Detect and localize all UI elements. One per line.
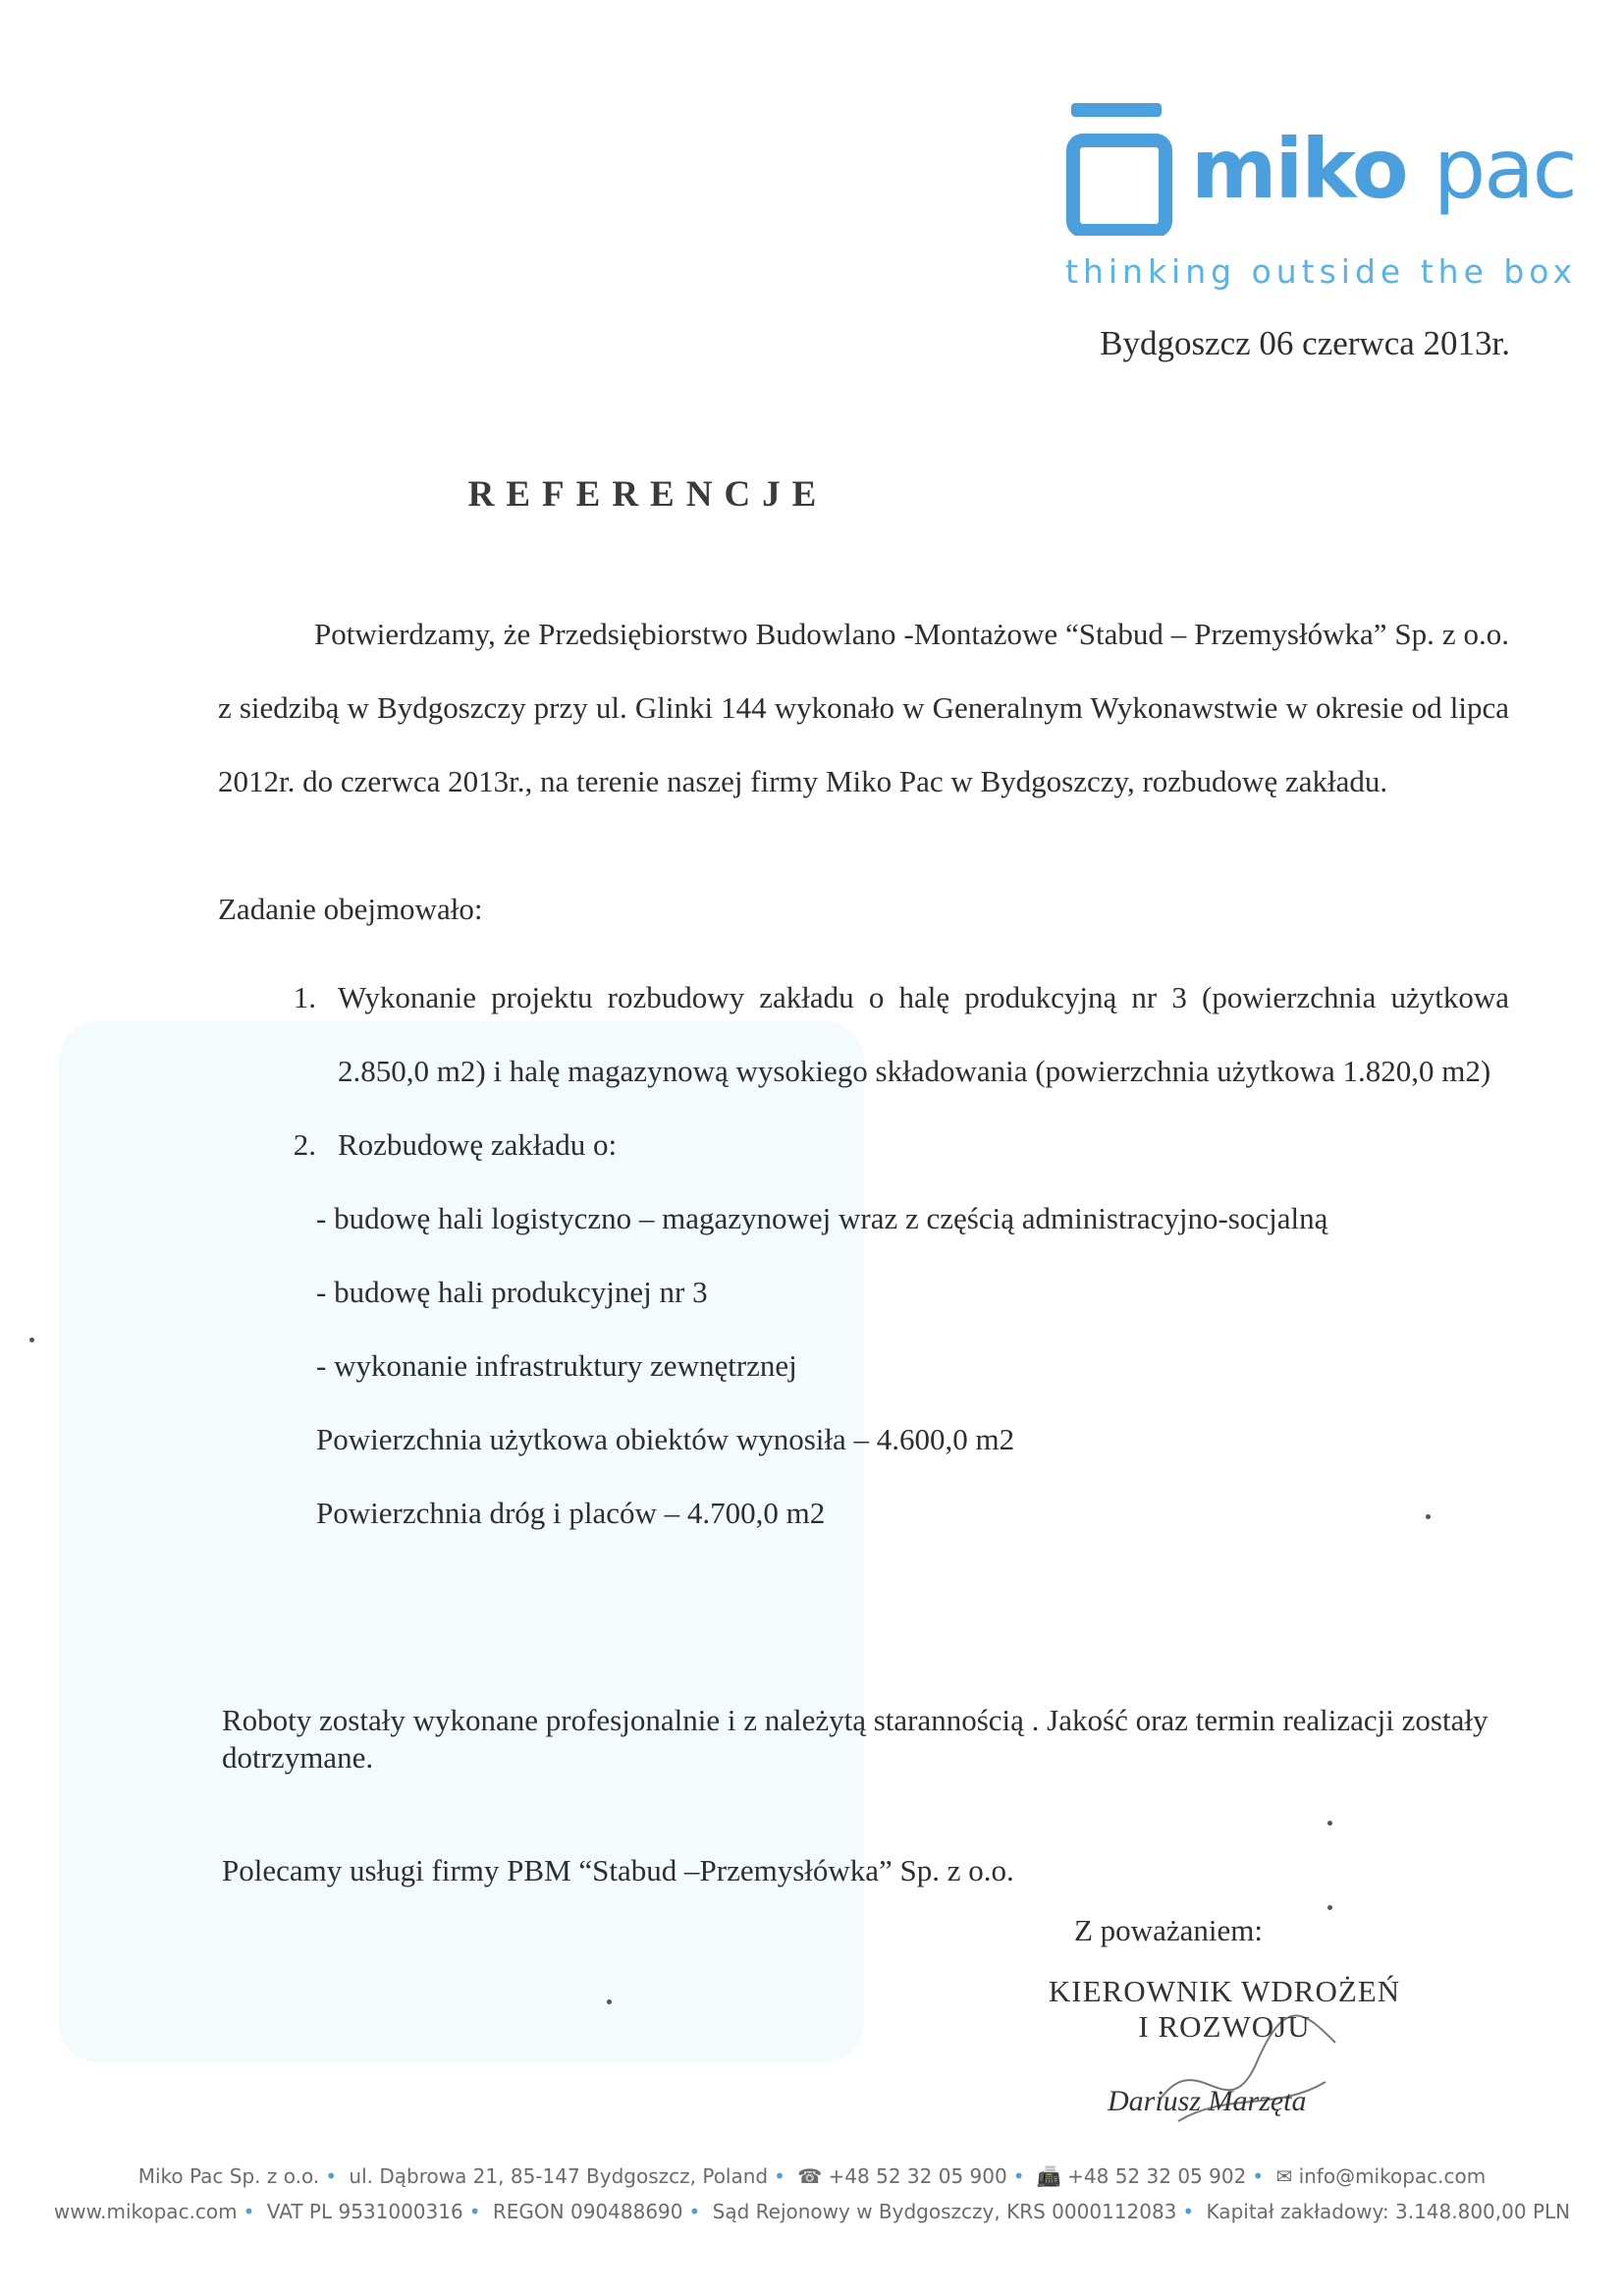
footer-capital: Kapitał zakładowy: 3.148.800,00 PLN [1206,2200,1571,2223]
stamp-line-2: I ROZWOJU [1138,2009,1311,2044]
footer-company: Miko Pac Sp. z o.o. [137,2164,320,2188]
list-item-text: Wykonanie projektu rozbudowy zakładu o halę produkcyjną nr 3 (powierzchnia użytkowa 2.850,0 m2) i halę magazynową wysokiego składowania (powierzchnia użytkowa 1.820,0 m2) [338,980,1509,1088]
list-subitem: - budowę hali produkcyjnej nr 3 [316,1275,708,1309]
list-subitem: Powierzchnia dróg i placów – 4.700,0 m2 [316,1496,826,1530]
logo-wordmark [1191,121,1576,217]
recommend-paragraph: Polecamy usługi firmy PBM “Stabud –Przemysłówka” Sp. z o.o. [222,1853,1014,1887]
footer-line-1: Miko Pac Sp. z o.o. • ul. Dąbrowa 21, 85-147 Bydgoszcz, Poland • ☎ +48 52 32 05 900 • 📠 +48 52 32 05 902 • ✉ info@mikopac.com [137,2164,1487,2188]
company-logo [1065,103,1576,300]
letter-date: Bydgoszcz 06 czerwca 2013r. [1100,324,1510,362]
list-item [218,960,1509,1108]
logo-tagline: thinking outside the box [1065,252,1578,291]
quality-paragraph: Roboty zostały wykonane profesjonalnie i z należytą starannością . Jakość oraz termin realizacji zostały dotrzymane. [222,1703,1489,1775]
signature-stamp [1043,1974,1406,2045]
logo-name-light: pac [1433,121,1576,217]
logo-name-bold: miko [1191,121,1407,217]
list-item [218,1108,1509,1181]
intro-paragraph [218,597,1509,818]
footer-address: ul. Dąbrowa 21, 85-147 Bydgoszcz, Poland [349,2164,769,2188]
list-item-number: 1. [293,980,316,1014]
footer-fax: 📠 +48 52 32 05 902 [1036,2164,1247,2188]
footer-krs: Sąd Rejonowy w Bydgoszczy, KRS 0000112083 [712,2200,1177,2223]
letter-footer [0,2159,1624,2229]
task-label: Zadanie obejmowało: [218,892,483,926]
footer-website: www.mikopac.com [53,2200,238,2223]
list-subitem: - budowę hali logistyczno – magazynowej wraz z częścią administracyjno-socjalną [316,1201,1328,1235]
footer-phone: ☎ +48 52 32 05 900 [797,2164,1007,2188]
box-logo-icon [1065,103,1173,236]
list-subitem: - wykonanie infrastruktury zewnętrznej [316,1348,797,1383]
letter-heading: REFERENCJE [467,474,829,515]
stamp-line-1: KIEROWNIK WDROŻEŃ [1048,1974,1401,2008]
signer-name: Dariusz Marzęta [1108,2085,1307,2117]
footer-email: ✉ info@mikopac.com [1275,2164,1487,2188]
footer-vat: VAT PL 9531000316 [266,2200,463,2223]
regards-text: Z poważaniem: [1074,1913,1263,1947]
footer-regon: REGON 090488690 [492,2200,683,2223]
task-list [218,960,1509,1550]
list-subitem: Powierzchnia użytkowa obiektów wynosiła – 4.600,0 m2 [316,1422,1015,1456]
footer-line-2: www.mikopac.com • VAT PL 9531000316 • REGON 090488690 • Sąd Rejonowy w Bydgoszczy, KRS 0000112083 • Kapitał zakładowy: 3.148.800,00 PLN [53,2200,1571,2223]
intro-text: Potwierdzamy, że Przedsiębiorstwo Budowlano -Montażowe “Stabud – Przemysłówka” Sp. z o.o. z siedzibą w Bydgoszczy przy ul. Glinki 144 wykonało w Generalnym Wykonawstwie w okresie od lipca 2012r. do czerwca 2013r., na terenie naszej firmy Miko Pac w Bydgoszczy, rozbudowę zakładu. [218,617,1509,798]
list-item-number: 2. [293,1127,316,1162]
list-item-text: Rozbudowę zakładu o: [338,1127,618,1162]
